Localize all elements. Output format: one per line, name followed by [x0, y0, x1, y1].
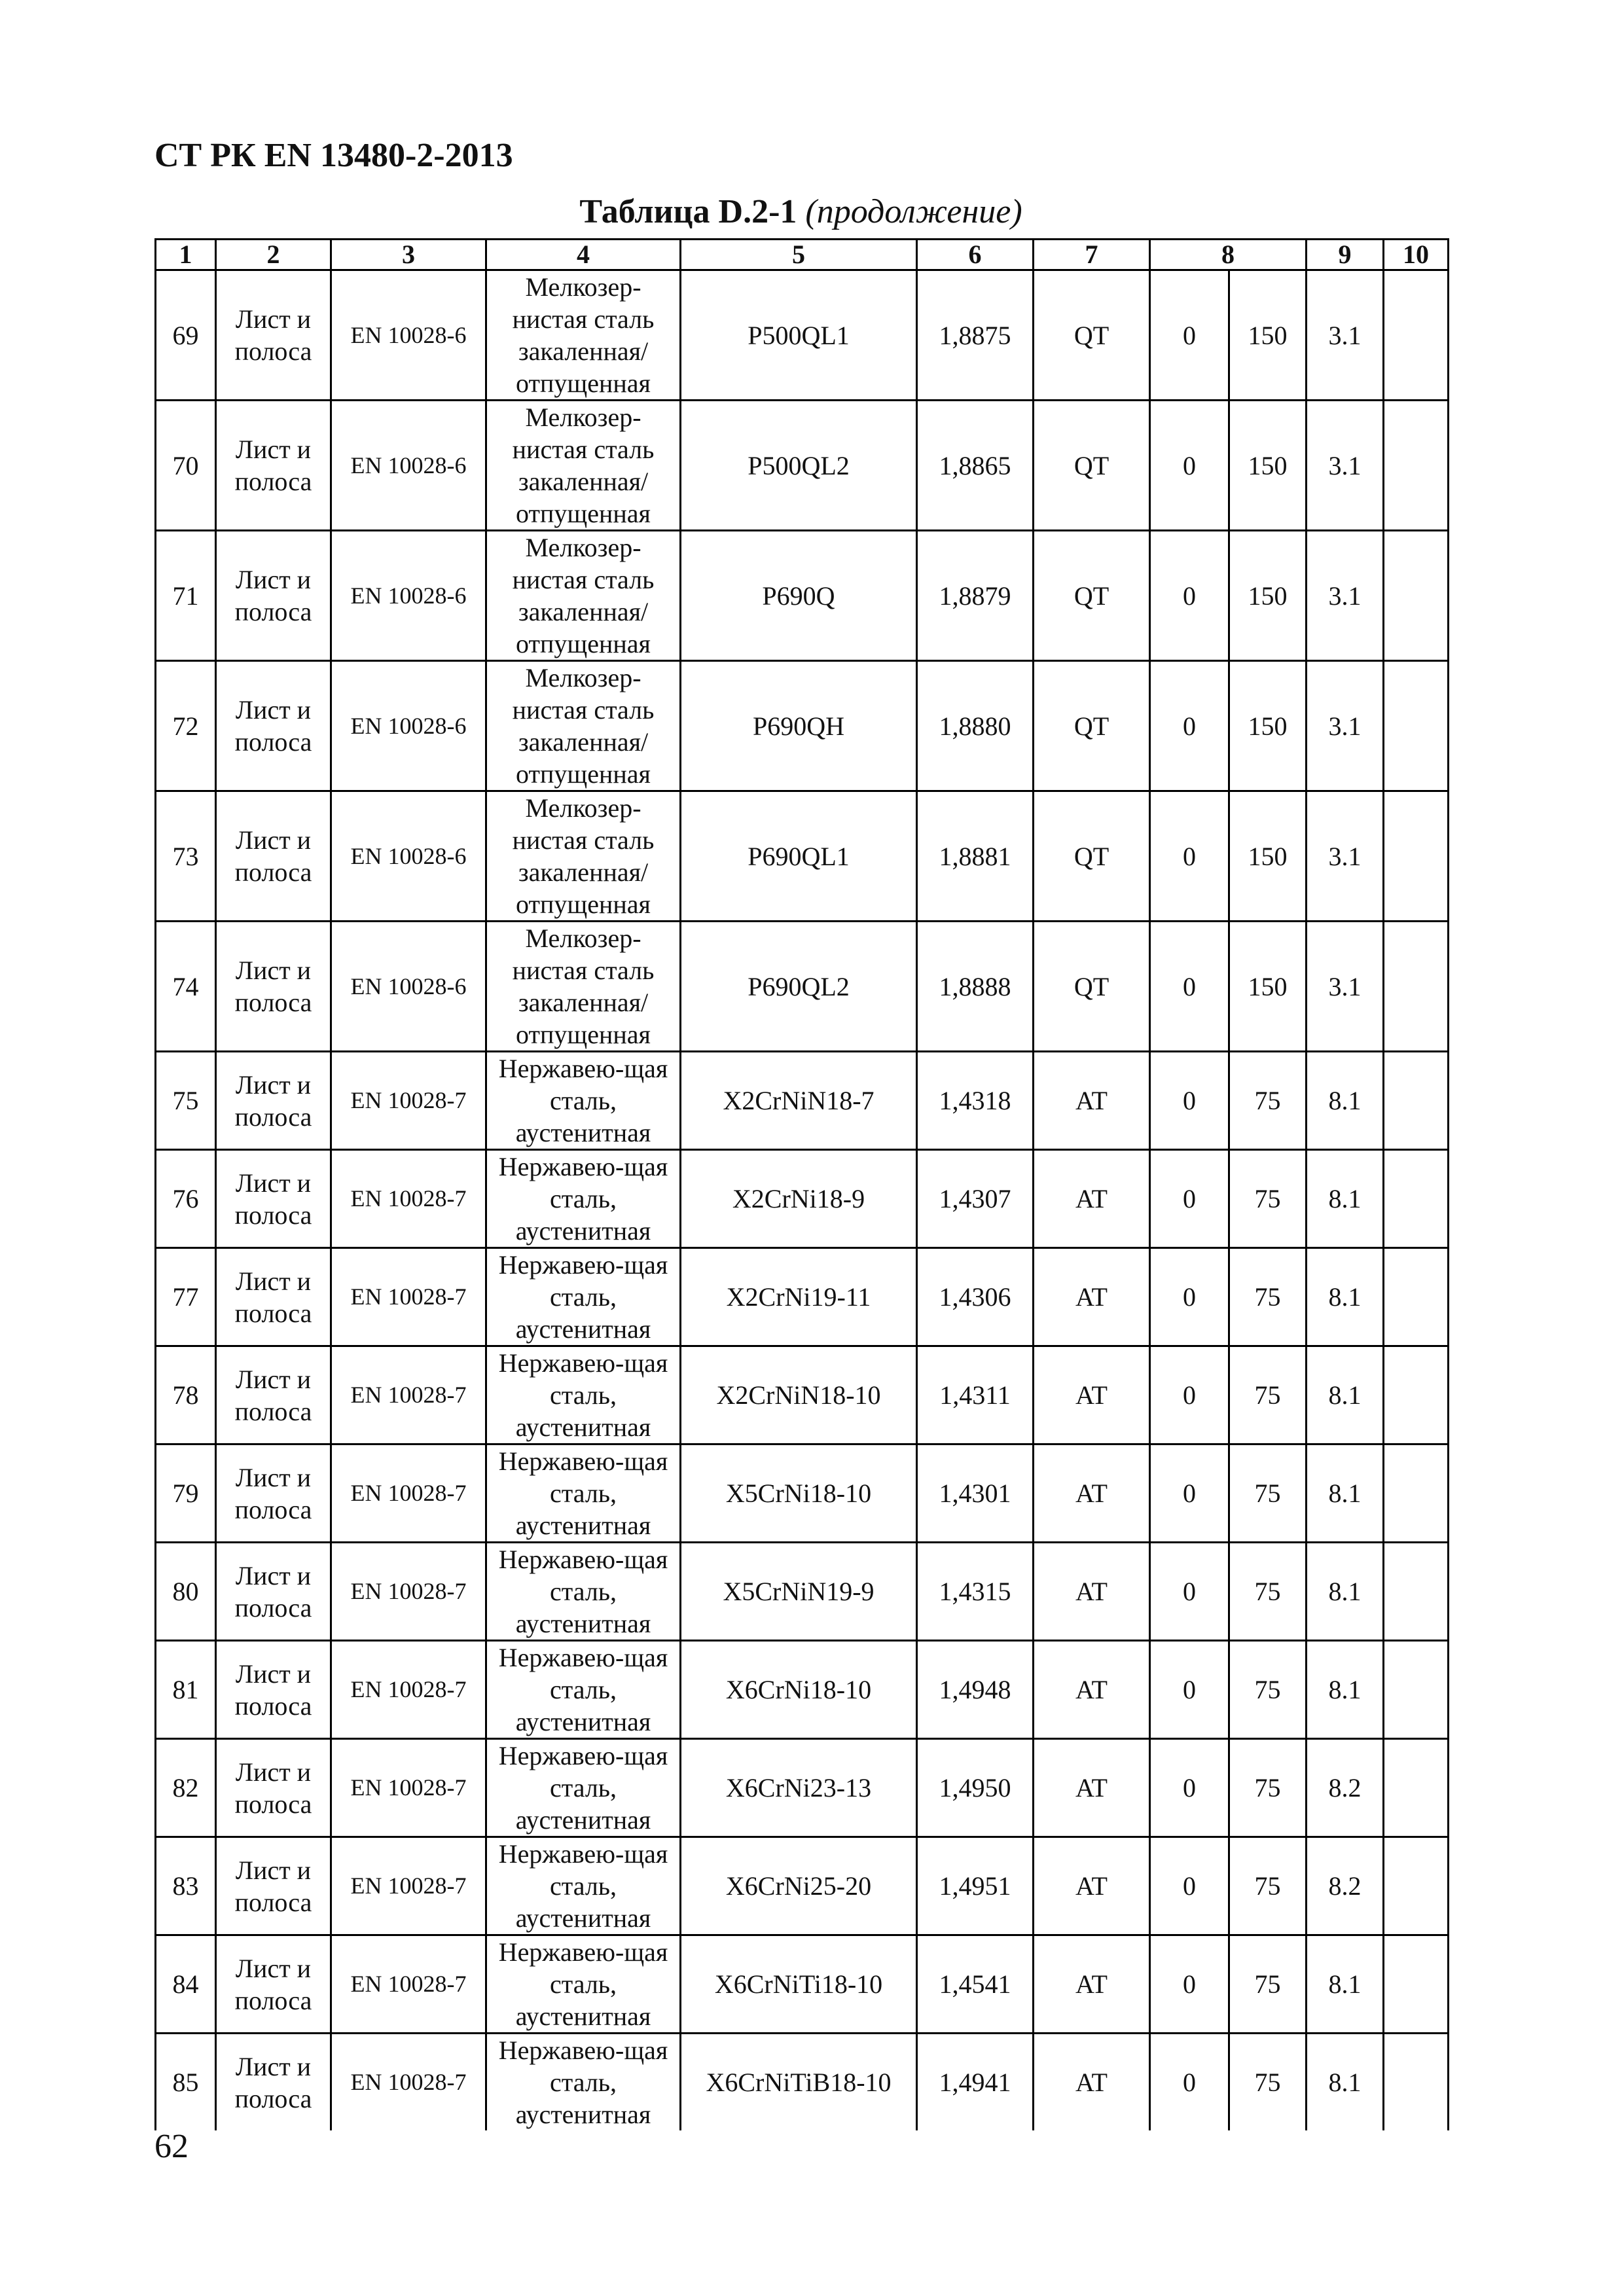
table-title: [154, 192, 1447, 231]
thickness-max-cell: 75: [1229, 1837, 1307, 1935]
inspection-document-cell: 8.1: [1307, 1641, 1384, 1739]
delivery-condition-cell: AT: [1034, 1248, 1150, 1346]
standard-cell: EN 10028-7: [331, 1444, 486, 1543]
table-body: [156, 270, 1449, 2131]
material-number-cell: 1,4306: [917, 1248, 1034, 1346]
thickness-max-cell: 75: [1229, 1739, 1307, 1837]
table-row: [156, 791, 1449, 922]
inspection-document-cell: 8.1: [1307, 1248, 1384, 1346]
thickness-min-cell: 0: [1150, 531, 1229, 661]
steel-grade-cell: P690QH: [681, 661, 917, 791]
table-row: [156, 661, 1449, 791]
material-number-cell: 1,8880: [917, 661, 1034, 791]
delivery-condition-cell: AT: [1034, 1837, 1150, 1935]
steel-grade-cell: P690Q: [681, 531, 917, 661]
standard-cell: EN 10028-7: [331, 1543, 486, 1641]
product-form-cell: Лист и полоса: [216, 401, 331, 531]
note-cell: [1384, 1444, 1449, 1543]
product-form-cell: Лист и полоса: [216, 1248, 331, 1346]
thickness-min-cell: 0: [1150, 1150, 1229, 1248]
material-number-cell: 1,4951: [917, 1837, 1034, 1935]
steel-grade-cell: X6CrNi18-10: [681, 1641, 917, 1739]
material-number-cell: 1,4311: [917, 1346, 1034, 1444]
product-form-cell: Лист и полоса: [216, 791, 331, 922]
standard-cell: EN 10028-6: [331, 531, 486, 661]
product-form-cell: Лист и полоса: [216, 531, 331, 661]
table-row: [156, 1641, 1449, 1739]
thickness-max-cell: 75: [1229, 1543, 1307, 1641]
inspection-document-cell: 3.1: [1307, 531, 1384, 661]
note-cell: [1384, 661, 1449, 791]
steel-grade-cell: X5CrNi18-10: [681, 1444, 917, 1543]
material-number-cell: 1,4941: [917, 2034, 1034, 2131]
column-header: 3: [331, 240, 486, 270]
material-type-cell: Мелкозер-нистая сталь закаленная/ отпущенная: [486, 531, 681, 661]
steel-grade-cell: X6CrNi25-20: [681, 1837, 917, 1935]
note-cell: [1384, 791, 1449, 922]
thickness-min-cell: 0: [1150, 1444, 1229, 1543]
product-form-cell: Лист и полоса: [216, 1739, 331, 1837]
thickness-max-cell: 75: [1229, 1641, 1307, 1739]
inspection-document-cell: 3.1: [1307, 922, 1384, 1052]
inspection-document-cell: 8.1: [1307, 1346, 1384, 1444]
materials-table: [154, 238, 1449, 2130]
row-number-cell: 77: [156, 1248, 216, 1346]
delivery-condition-cell: AT: [1034, 1543, 1150, 1641]
standard-cell: EN 10028-6: [331, 270, 486, 401]
note-cell: [1384, 1052, 1449, 1150]
inspection-document-cell: 3.1: [1307, 791, 1384, 922]
delivery-condition-cell: AT: [1034, 1739, 1150, 1837]
note-cell: [1384, 401, 1449, 531]
steel-grade-cell: X6CrNiTi18-10: [681, 1935, 917, 2034]
table-row: [156, 531, 1449, 661]
thickness-max-cell: 75: [1229, 1248, 1307, 1346]
thickness-min-cell: 0: [1150, 661, 1229, 791]
thickness-max-cell: 75: [1229, 1935, 1307, 2034]
table-row: [156, 1248, 1449, 1346]
inspection-document-cell: 8.1: [1307, 1543, 1384, 1641]
material-type-cell: Мелкозер-нистая сталь закаленная/ отпущенная: [486, 401, 681, 531]
thickness-min-cell: 0: [1150, 791, 1229, 922]
inspection-document-cell: 8.1: [1307, 1935, 1384, 2034]
material-type-cell: Нержавею-щая сталь, аустенитная: [486, 1346, 681, 1444]
row-number-cell: 82: [156, 1739, 216, 1837]
column-header: 1: [156, 240, 216, 270]
standard-cell: EN 10028-7: [331, 1248, 486, 1346]
material-type-cell: Нержавею-щая сталь, аустенитная: [486, 2034, 681, 2131]
note-cell: [1384, 1837, 1449, 1935]
thickness-min-cell: 0: [1150, 1052, 1229, 1150]
column-header: 6: [917, 240, 1034, 270]
column-header: 7: [1034, 240, 1150, 270]
row-number-cell: 73: [156, 791, 216, 922]
product-form-cell: Лист и полоса: [216, 1150, 331, 1248]
material-type-cell: Мелкозер-нистая сталь закаленная/ отпущенная: [486, 270, 681, 401]
material-type-cell: Нержавею-щая сталь, аустенитная: [486, 1248, 681, 1346]
row-number-cell: 76: [156, 1150, 216, 1248]
delivery-condition-cell: QT: [1034, 270, 1150, 401]
steel-grade-cell: X2CrNi19-11: [681, 1248, 917, 1346]
table-row: [156, 922, 1449, 1052]
material-type-cell: Мелкозер-нистая сталь закаленная/ отпущенная: [486, 661, 681, 791]
column-header: 10: [1384, 240, 1449, 270]
product-form-cell: Лист и полоса: [216, 661, 331, 791]
material-type-cell: Нержавею-щая сталь, аустенитная: [486, 1444, 681, 1543]
thickness-max-cell: 150: [1229, 401, 1307, 531]
delivery-condition-cell: AT: [1034, 1052, 1150, 1150]
note-cell: [1384, 922, 1449, 1052]
standard-cell: EN 10028-6: [331, 791, 486, 922]
material-number-cell: 1,4307: [917, 1150, 1034, 1248]
document-header: СТ РК EN 13480-2-2013: [154, 137, 513, 174]
table-row: [156, 1346, 1449, 1444]
column-header: 9: [1307, 240, 1384, 270]
material-number-cell: 1,8879: [917, 531, 1034, 661]
steel-grade-cell: X2CrNiN18-10: [681, 1346, 917, 1444]
delivery-condition-cell: AT: [1034, 1150, 1150, 1248]
row-number-cell: 72: [156, 661, 216, 791]
product-form-cell: Лист и полоса: [216, 1837, 331, 1935]
product-form-cell: Лист и полоса: [216, 1052, 331, 1150]
page-number: 62: [154, 2128, 189, 2165]
product-form-cell: Лист и полоса: [216, 270, 331, 401]
column-header: 4: [486, 240, 681, 270]
row-number-cell: 79: [156, 1444, 216, 1543]
table-row: [156, 401, 1449, 531]
thickness-max-cell: 150: [1229, 922, 1307, 1052]
row-number-cell: 83: [156, 1837, 216, 1935]
thickness-min-cell: 0: [1150, 270, 1229, 401]
product-form-cell: Лист и полоса: [216, 1346, 331, 1444]
delivery-condition-cell: AT: [1034, 1444, 1150, 1543]
column-header: 2: [216, 240, 331, 270]
material-number-cell: 1,4301: [917, 1444, 1034, 1543]
thickness-min-cell: 0: [1150, 1641, 1229, 1739]
note-cell: [1384, 1150, 1449, 1248]
table-title-continuation: (продолжение): [805, 193, 1022, 230]
material-type-cell: Нержавею-щая сталь, аустенитная: [486, 1641, 681, 1739]
material-number-cell: 1,8865: [917, 401, 1034, 531]
material-type-cell: Нержавею-щая сталь, аустенитная: [486, 1543, 681, 1641]
inspection-document-cell: 8.1: [1307, 1444, 1384, 1543]
note-cell: [1384, 270, 1449, 401]
row-number-cell: 70: [156, 401, 216, 531]
steel-grade-cell: P500QL1: [681, 270, 917, 401]
note-cell: [1384, 1641, 1449, 1739]
inspection-document-cell: 8.1: [1307, 1052, 1384, 1150]
inspection-document-cell: 8.1: [1307, 1150, 1384, 1248]
standard-cell: EN 10028-6: [331, 401, 486, 531]
material-number-cell: 1,4948: [917, 1641, 1034, 1739]
standard-cell: EN 10028-7: [331, 1150, 486, 1248]
thickness-max-cell: 150: [1229, 270, 1307, 401]
table-row: [156, 2034, 1449, 2131]
steel-grade-cell: P690QL1: [681, 791, 917, 922]
steel-grade-cell: P500QL2: [681, 401, 917, 531]
thickness-min-cell: 0: [1150, 1837, 1229, 1935]
thickness-min-cell: 0: [1150, 922, 1229, 1052]
row-number-cell: 75: [156, 1052, 216, 1150]
product-form-cell: Лист и полоса: [216, 1935, 331, 2034]
row-number-cell: 78: [156, 1346, 216, 1444]
thickness-max-cell: 75: [1229, 1346, 1307, 1444]
row-number-cell: 84: [156, 1935, 216, 2034]
material-number-cell: 1,4318: [917, 1052, 1034, 1150]
delivery-condition-cell: AT: [1034, 1641, 1150, 1739]
row-number-cell: 80: [156, 1543, 216, 1641]
inspection-document-cell: 3.1: [1307, 661, 1384, 791]
delivery-condition-cell: QT: [1034, 922, 1150, 1052]
header-row: [156, 240, 1449, 270]
inspection-document-cell: 8.1: [1307, 2034, 1384, 2131]
standard-cell: EN 10028-7: [331, 1346, 486, 1444]
row-number-cell: 69: [156, 270, 216, 401]
standard-cell: EN 10028-6: [331, 661, 486, 791]
material-number-cell: 1,4541: [917, 1935, 1034, 2034]
steel-grade-cell: X6CrNiTiB18-10: [681, 2034, 917, 2131]
thickness-min-cell: 0: [1150, 1739, 1229, 1837]
standard-cell: EN 10028-7: [331, 1641, 486, 1739]
material-type-cell: Нержавею-щая сталь, аустенитная: [486, 1150, 681, 1248]
thickness-min-cell: 0: [1150, 1935, 1229, 2034]
inspection-document-cell: 3.1: [1307, 401, 1384, 531]
note-cell: [1384, 531, 1449, 661]
table-row: [156, 1837, 1449, 1935]
row-number-cell: 85: [156, 2034, 216, 2131]
row-number-cell: 81: [156, 1641, 216, 1739]
table-title-main: Таблица D.2-1: [579, 193, 797, 230]
table-row: [156, 1052, 1449, 1150]
thickness-max-cell: 75: [1229, 1150, 1307, 1248]
thickness-min-cell: 0: [1150, 401, 1229, 531]
thickness-min-cell: 0: [1150, 1346, 1229, 1444]
delivery-condition-cell: QT: [1034, 401, 1150, 531]
material-type-cell: Мелкозер-нистая сталь закаленная/ отпущенная: [486, 791, 681, 922]
material-type-cell: Нержавею-щая сталь, аустенитная: [486, 1052, 681, 1150]
note-cell: [1384, 1248, 1449, 1346]
standard-cell: EN 10028-7: [331, 1739, 486, 1837]
table-row: [156, 1935, 1449, 2034]
table-row: [156, 1444, 1449, 1543]
standard-cell: EN 10028-7: [331, 1837, 486, 1935]
standard-cell: EN 10028-6: [331, 922, 486, 1052]
table-row: [156, 1150, 1449, 1248]
thickness-max-cell: 75: [1229, 1444, 1307, 1543]
delivery-condition-cell: AT: [1034, 2034, 1150, 2131]
inspection-document-cell: 3.1: [1307, 270, 1384, 401]
thickness-max-cell: 75: [1229, 1052, 1307, 1150]
row-number-cell: 71: [156, 531, 216, 661]
note-cell: [1384, 2034, 1449, 2131]
product-form-cell: Лист и полоса: [216, 2034, 331, 2131]
inspection-document-cell: 8.2: [1307, 1739, 1384, 1837]
material-type-cell: Нержавею-щая сталь, аустенитная: [486, 1739, 681, 1837]
thickness-max-cell: 150: [1229, 661, 1307, 791]
steel-grade-cell: X2CrNi18-9: [681, 1150, 917, 1248]
standard-cell: EN 10028-7: [331, 1935, 486, 2034]
column-header: 5: [681, 240, 917, 270]
standard-cell: EN 10028-7: [331, 1052, 486, 1150]
thickness-max-cell: 75: [1229, 2034, 1307, 2131]
delivery-condition-cell: QT: [1034, 531, 1150, 661]
steel-grade-cell: P690QL2: [681, 922, 917, 1052]
material-number-cell: 1,4315: [917, 1543, 1034, 1641]
material-type-cell: Мелкозер-нистая сталь закаленная/ отпущенная: [486, 922, 681, 1052]
inspection-document-cell: 8.2: [1307, 1837, 1384, 1935]
standard-cell: EN 10028-7: [331, 2034, 486, 2131]
delivery-condition-cell: AT: [1034, 1935, 1150, 2034]
material-number-cell: 1,8875: [917, 270, 1034, 401]
row-number-cell: 74: [156, 922, 216, 1052]
note-cell: [1384, 1543, 1449, 1641]
thickness-max-cell: 150: [1229, 531, 1307, 661]
delivery-condition-cell: QT: [1034, 661, 1150, 791]
material-type-cell: Нержавею-щая сталь, аустенитная: [486, 1935, 681, 2034]
material-number-cell: 1,8881: [917, 791, 1034, 922]
note-cell: [1384, 1935, 1449, 2034]
column-header: 8: [1150, 240, 1307, 270]
note-cell: [1384, 1739, 1449, 1837]
thickness-max-cell: 150: [1229, 791, 1307, 922]
material-number-cell: 1,4950: [917, 1739, 1034, 1837]
product-form-cell: Лист и полоса: [216, 922, 331, 1052]
note-cell: [1384, 1346, 1449, 1444]
thickness-min-cell: 0: [1150, 1543, 1229, 1641]
steel-grade-cell: X5CrNiN19-9: [681, 1543, 917, 1641]
thickness-min-cell: 0: [1150, 1248, 1229, 1346]
steel-grade-cell: X6CrNi23-13: [681, 1739, 917, 1837]
material-type-cell: Нержавею-щая сталь, аустенитная: [486, 1837, 681, 1935]
table-row: [156, 1543, 1449, 1641]
thickness-min-cell: 0: [1150, 2034, 1229, 2131]
delivery-condition-cell: AT: [1034, 1346, 1150, 1444]
material-number-cell: 1,8888: [917, 922, 1034, 1052]
steel-grade-cell: X2CrNiN18-7: [681, 1052, 917, 1150]
table-row: [156, 270, 1449, 401]
product-form-cell: Лист и полоса: [216, 1444, 331, 1543]
table-row: [156, 1739, 1449, 1837]
product-form-cell: Лист и полоса: [216, 1641, 331, 1739]
product-form-cell: Лист и полоса: [216, 1543, 331, 1641]
delivery-condition-cell: QT: [1034, 791, 1150, 922]
